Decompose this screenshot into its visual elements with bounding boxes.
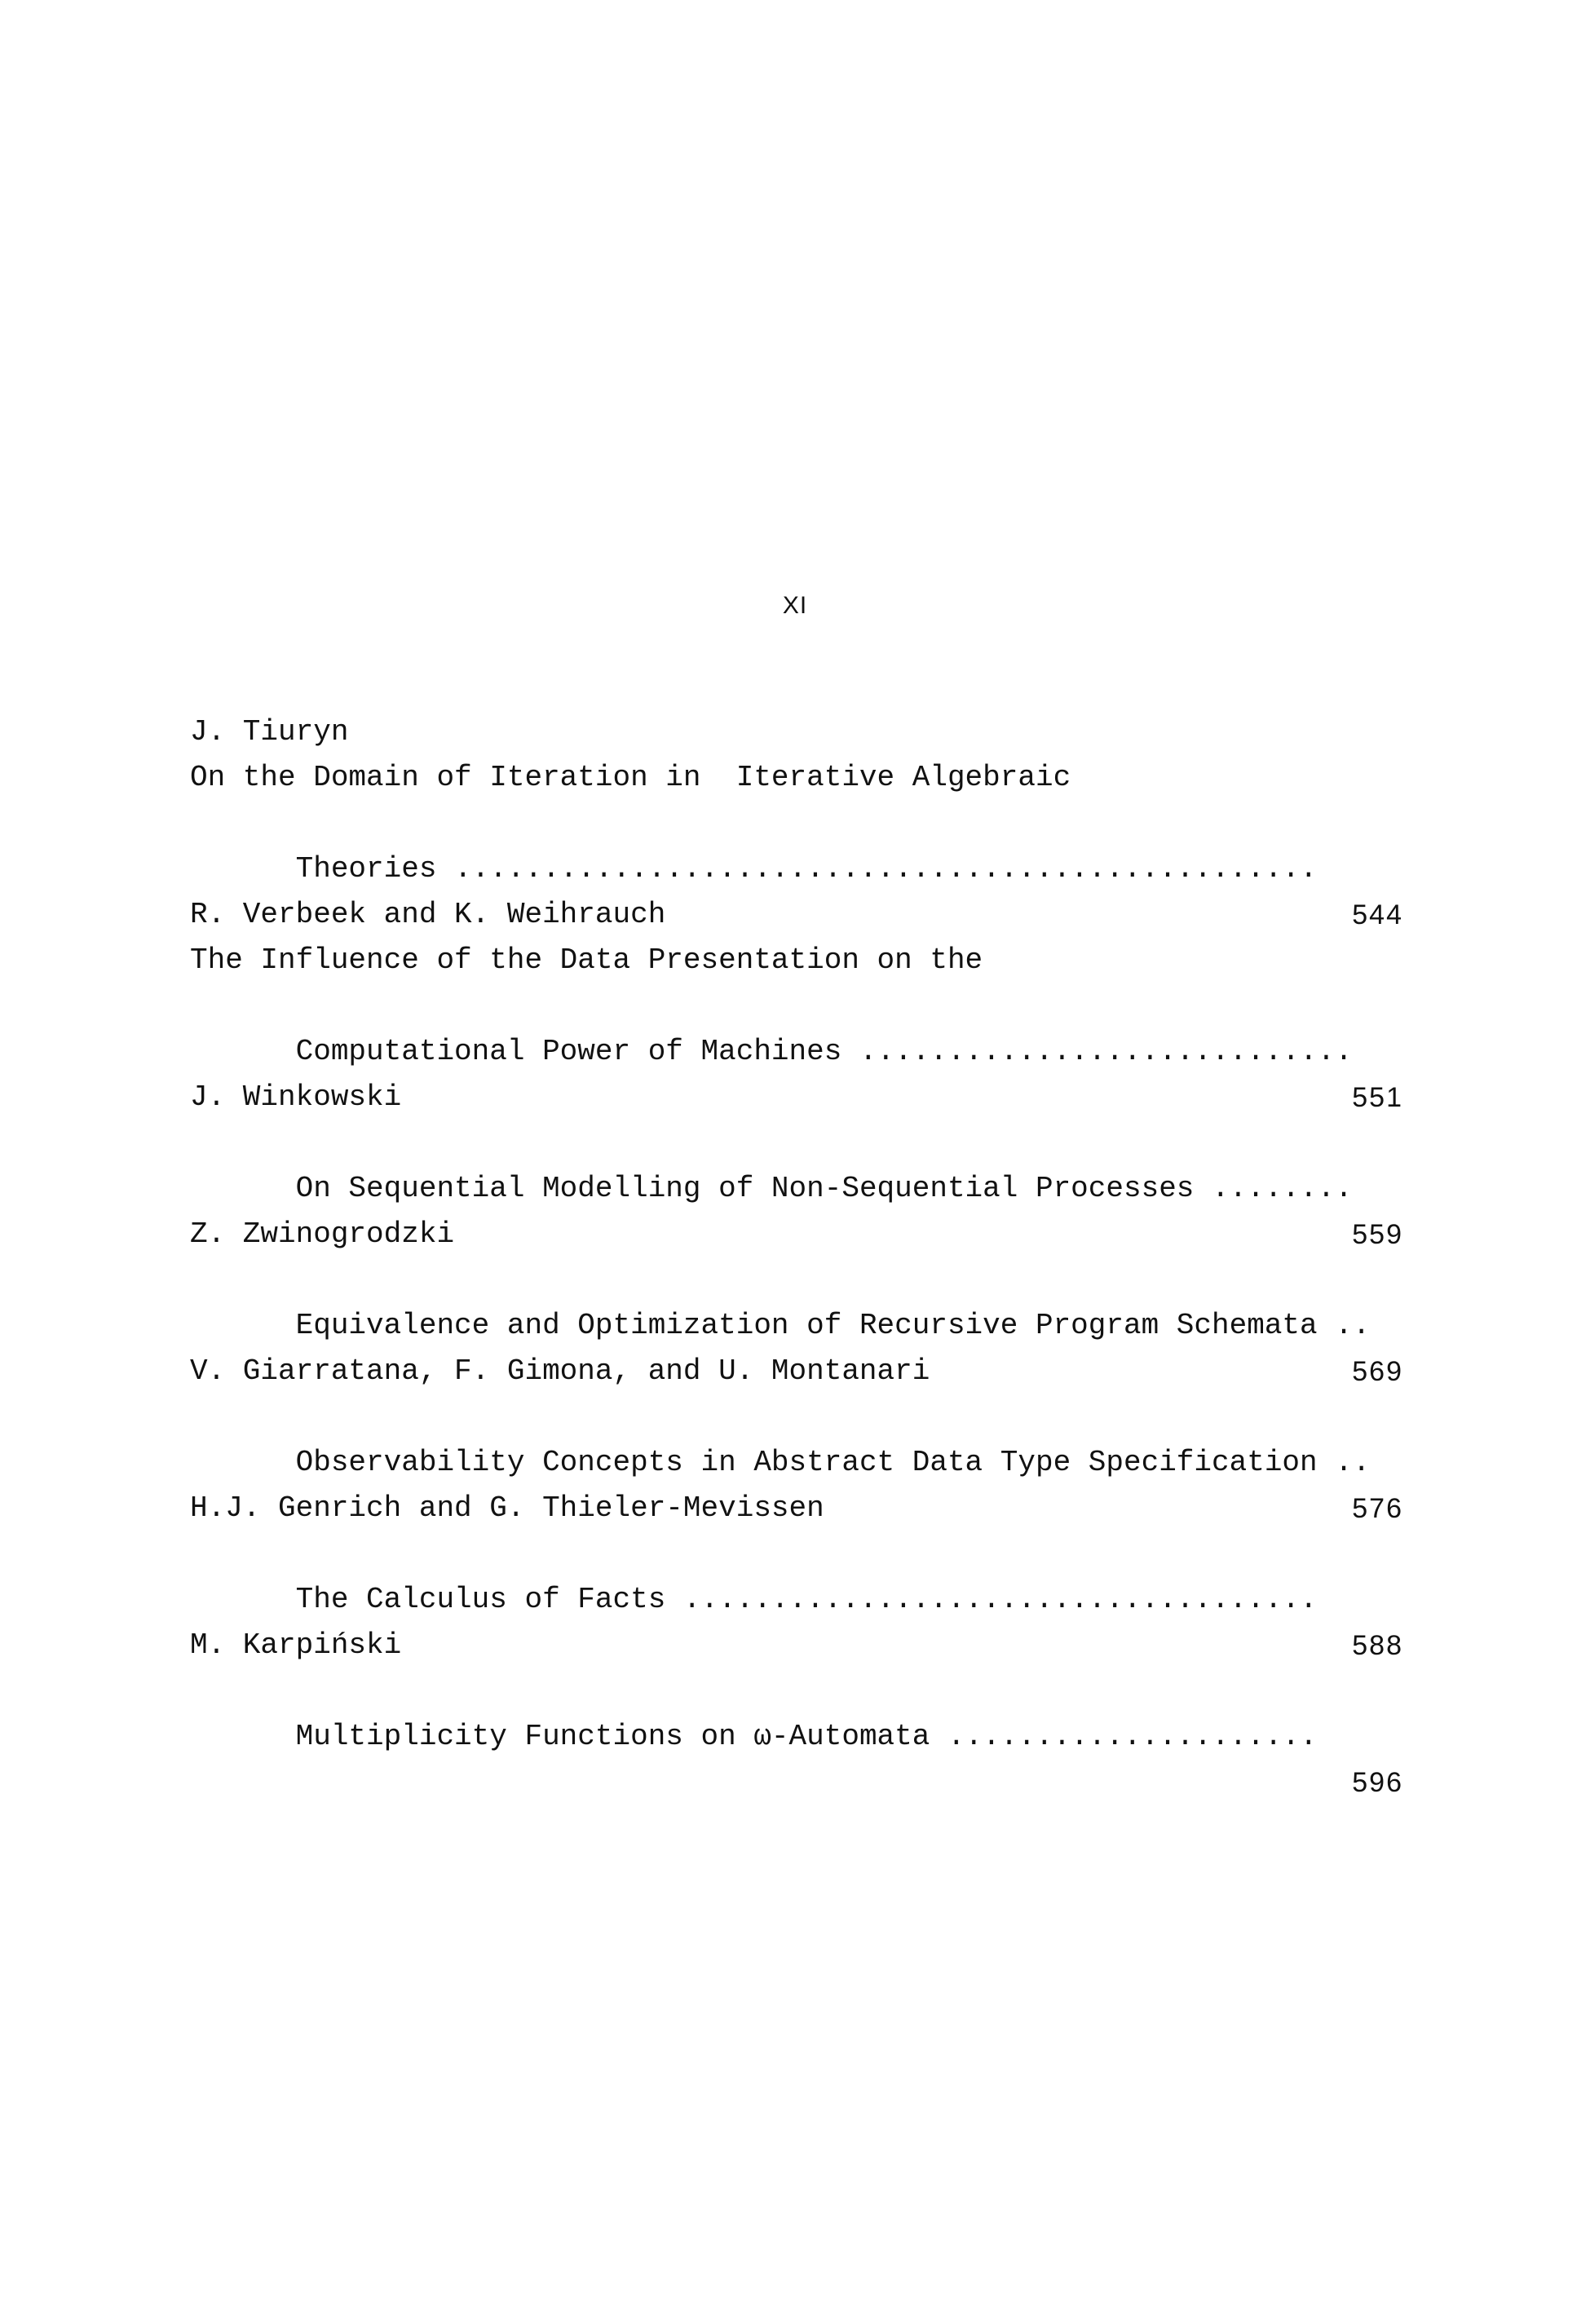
- entry-page-number: 569: [1352, 1356, 1403, 1387]
- entry-authors: R. Verbeek and K. Weihrauch: [190, 898, 666, 931]
- entry-authors: M. Karpiński: [190, 1628, 402, 1662]
- entry-page-number: 559: [1352, 1219, 1403, 1250]
- entry-title-line: On the Domain of Iteration in Iterative Algebraic: [190, 761, 1071, 794]
- entry-title-line: The Influence of the Data Presentation on the: [190, 943, 983, 977]
- entry-authors: Z. Zwinogrodzki: [190, 1217, 455, 1251]
- entry-title-last-line: On Sequential Modelling of Non-Sequential Processes ........: [295, 1172, 1353, 1205]
- table-of-contents: [190, 709, 1403, 1798]
- entry-authors: J. Winkowski: [190, 1080, 402, 1114]
- page-number: XI: [782, 592, 808, 619]
- entry-authors: J. Tiuryn: [190, 715, 349, 749]
- entry-title-last-line: Theories .................................................: [295, 852, 1318, 886]
- entry-authors: H.J. Genrich and G. Thieler-Mevissen: [190, 1491, 824, 1525]
- entry-page-number: 588: [1352, 1630, 1403, 1661]
- entry-page-number: 551: [1352, 1082, 1403, 1113]
- entry-title-last-line: Multiplicity Functions on ω-Automata .....................: [295, 1720, 1318, 1753]
- entry-page-number: 544: [1352, 899, 1403, 930]
- entry-title-last-line: The Calculus of Facts ....................................: [295, 1583, 1318, 1616]
- entry-title-last-line: Observability Concepts in Abstract Data Type Specification ..: [295, 1446, 1371, 1479]
- toc-entry: [190, 1623, 1403, 1798]
- entry-title-last-line: Equivalence and Optimization of Recursive Program Schemata ..: [295, 1309, 1371, 1342]
- entry-page-number: 576: [1352, 1493, 1403, 1524]
- entry-page-number: 596: [1352, 1767, 1403, 1798]
- entry-authors: V. Giarratana, F. Gimona, and U. Montanari: [190, 1354, 930, 1388]
- entry-title-last-line: Computational Power of Machines ............................: [295, 1035, 1353, 1068]
